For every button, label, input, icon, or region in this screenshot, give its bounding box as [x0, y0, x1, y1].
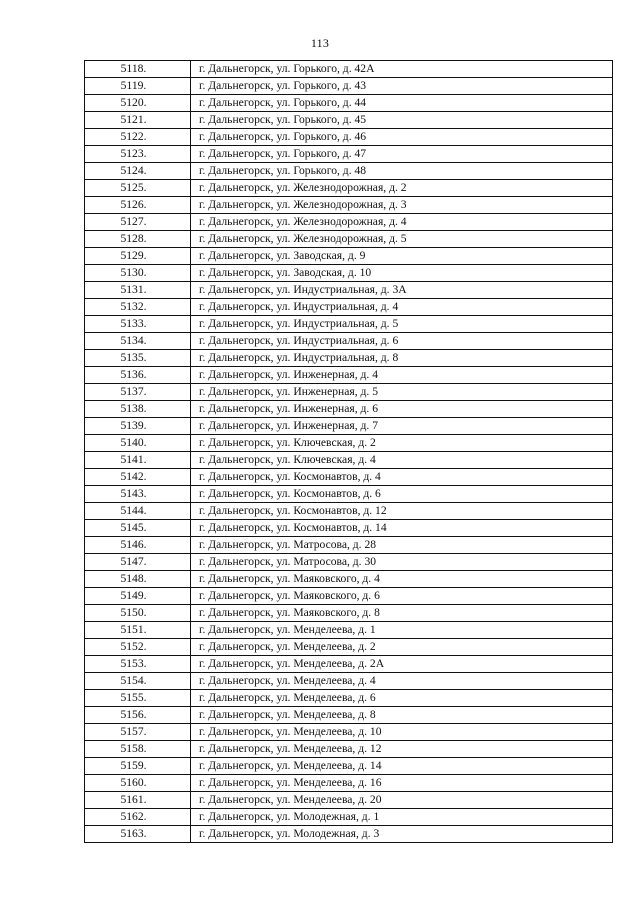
table-row [85, 758, 613, 775]
table-row [85, 486, 613, 503]
table-row [85, 367, 613, 384]
address-cell: г. Дальнегорск, ул. Индустриальная, д. 4 [191, 299, 613, 316]
row-number-cell: 5126. [85, 197, 191, 214]
row-number-cell: 5139. [85, 418, 191, 435]
table-row [85, 469, 613, 486]
table-row [85, 95, 613, 112]
row-number-cell: 5135. [85, 350, 191, 367]
row-number-cell: 5131. [85, 282, 191, 299]
table-row [85, 690, 613, 707]
table-row [85, 520, 613, 537]
row-number-cell: 5141. [85, 452, 191, 469]
address-cell: г. Дальнегорск, ул. Менделеева, д. 6 [191, 690, 613, 707]
row-number-cell: 5123. [85, 146, 191, 163]
row-number-cell: 5129. [85, 248, 191, 265]
address-cell: г. Дальнегорск, ул. Молодежная, д. 3 [191, 826, 613, 843]
table-row [85, 333, 613, 350]
table-row [85, 605, 613, 622]
table-row [85, 707, 613, 724]
row-number-cell: 5142. [85, 469, 191, 486]
address-cell: г. Дальнегорск, ул. Заводская, д. 9 [191, 248, 613, 265]
address-cell: г. Дальнегорск, ул. Менделеева, д. 12 [191, 741, 613, 758]
table-row [85, 503, 613, 520]
address-cell: г. Дальнегорск, ул. Матросова, д. 28 [191, 537, 613, 554]
address-cell: г. Дальнегорск, ул. Менделеева, д. 2А [191, 656, 613, 673]
table-row [85, 197, 613, 214]
table-row [85, 401, 613, 418]
table-row [85, 316, 613, 333]
address-cell: г. Дальнегорск, ул. Ключевская, д. 2 [191, 435, 613, 452]
address-table-body [85, 61, 613, 843]
table-row [85, 214, 613, 231]
address-cell: г. Дальнегорск, ул. Менделеева, д. 1 [191, 622, 613, 639]
address-cell: г. Дальнегорск, ул. Космонавтов, д. 6 [191, 486, 613, 503]
table-row [85, 384, 613, 401]
row-number-cell: 5137. [85, 384, 191, 401]
address-cell: г. Дальнегорск, ул. Инженерная, д. 5 [191, 384, 613, 401]
address-cell: г. Дальнегорск, ул. Маяковского, д. 6 [191, 588, 613, 605]
row-number-cell: 5153. [85, 656, 191, 673]
row-number-cell: 5158. [85, 741, 191, 758]
table-row [85, 826, 613, 843]
address-cell: г. Дальнегорск, ул. Горького, д. 48 [191, 163, 613, 180]
table-row [85, 299, 613, 316]
table-row [85, 775, 613, 792]
address-cell: г. Дальнегорск, ул. Железнодорожная, д. 5 [191, 231, 613, 248]
address-cell: г. Дальнегорск, ул. Горького, д. 43 [191, 78, 613, 95]
table-row [85, 163, 613, 180]
row-number-cell: 5143. [85, 486, 191, 503]
table-row [85, 61, 613, 78]
table-row [85, 622, 613, 639]
address-cell: г. Дальнегорск, ул. Инженерная, д. 7 [191, 418, 613, 435]
row-number-cell: 5157. [85, 724, 191, 741]
row-number-cell: 5132. [85, 299, 191, 316]
address-cell: г. Дальнегорск, ул. Менделеева, д. 2 [191, 639, 613, 656]
table-row [85, 435, 613, 452]
table-row [85, 78, 613, 95]
address-cell: г. Дальнегорск, ул. Горького, д. 44 [191, 95, 613, 112]
address-cell: г. Дальнегорск, ул. Молодежная, д. 1 [191, 809, 613, 826]
address-cell: г. Дальнегорск, ул. Менделеева, д. 16 [191, 775, 613, 792]
address-cell: г. Дальнегорск, ул. Горького, д. 42А [191, 61, 613, 78]
address-cell: г. Дальнегорск, ул. Горького, д. 47 [191, 146, 613, 163]
table-row [85, 231, 613, 248]
table-row [85, 656, 613, 673]
row-number-cell: 5122. [85, 129, 191, 146]
row-number-cell: 5121. [85, 112, 191, 129]
row-number-cell: 5134. [85, 333, 191, 350]
address-cell: г. Дальнегорск, ул. Горького, д. 45 [191, 112, 613, 129]
row-number-cell: 5127. [85, 214, 191, 231]
address-cell: г. Дальнегорск, ул. Инженерная, д. 4 [191, 367, 613, 384]
address-cell: г. Дальнегорск, ул. Космонавтов, д. 14 [191, 520, 613, 537]
address-cell: г. Дальнегорск, ул. Индустриальная, д. 3А [191, 282, 613, 299]
table-row [85, 180, 613, 197]
address-cell: г. Дальнегорск, ул. Инженерная, д. 6 [191, 401, 613, 418]
row-number-cell: 5138. [85, 401, 191, 418]
table-row [85, 554, 613, 571]
row-number-cell: 5162. [85, 809, 191, 826]
address-cell: г. Дальнегорск, ул. Горького, д. 46 [191, 129, 613, 146]
table-row [85, 809, 613, 826]
table-row [85, 724, 613, 741]
row-number-cell: 5119. [85, 78, 191, 95]
row-number-cell: 5155. [85, 690, 191, 707]
row-number-cell: 5120. [85, 95, 191, 112]
row-number-cell: 5140. [85, 435, 191, 452]
address-cell: г. Дальнегорск, ул. Индустриальная, д. 5 [191, 316, 613, 333]
row-number-cell: 5136. [85, 367, 191, 384]
address-cell: г. Дальнегорск, ул. Менделеева, д. 10 [191, 724, 613, 741]
table-row [85, 248, 613, 265]
row-number-cell: 5147. [85, 554, 191, 571]
address-cell: г. Дальнегорск, ул. Космонавтов, д. 12 [191, 503, 613, 520]
table-row [85, 146, 613, 163]
table-row [85, 452, 613, 469]
row-number-cell: 5148. [85, 571, 191, 588]
address-cell: г. Дальнегорск, ул. Железнодорожная, д. 4 [191, 214, 613, 231]
row-number-cell: 5144. [85, 503, 191, 520]
row-number-cell: 5128. [85, 231, 191, 248]
row-number-cell: 5133. [85, 316, 191, 333]
row-number-cell: 5152. [85, 639, 191, 656]
row-number-cell: 5163. [85, 826, 191, 843]
address-cell: г. Дальнегорск, ул. Индустриальная, д. 6 [191, 333, 613, 350]
table-row [85, 129, 613, 146]
address-cell: г. Дальнегорск, ул. Маяковского, д. 4 [191, 571, 613, 588]
address-table [84, 60, 613, 843]
row-number-cell: 5150. [85, 605, 191, 622]
address-cell: г. Дальнегорск, ул. Менделеева, д. 20 [191, 792, 613, 809]
address-cell: г. Дальнегорск, ул. Индустриальная, д. 8 [191, 350, 613, 367]
table-row [85, 741, 613, 758]
address-cell: г. Дальнегорск, ул. Железнодорожная, д. 2 [191, 180, 613, 197]
table-row [85, 588, 613, 605]
table-row [85, 265, 613, 282]
table-row [85, 112, 613, 129]
address-cell: г. Дальнегорск, ул. Маяковского, д. 8 [191, 605, 613, 622]
row-number-cell: 5146. [85, 537, 191, 554]
row-number-cell: 5161. [85, 792, 191, 809]
row-number-cell: 5159. [85, 758, 191, 775]
address-cell: г. Дальнегорск, ул. Менделеева, д. 4 [191, 673, 613, 690]
table-row [85, 282, 613, 299]
address-cell: г. Дальнегорск, ул. Менделеева, д. 8 [191, 707, 613, 724]
table-row [85, 537, 613, 554]
table-row [85, 639, 613, 656]
row-number-cell: 5118. [85, 61, 191, 78]
row-number-cell: 5125. [85, 180, 191, 197]
address-cell: г. Дальнегорск, ул. Железнодорожная, д. 3 [191, 197, 613, 214]
table-row [85, 418, 613, 435]
row-number-cell: 5160. [85, 775, 191, 792]
address-cell: г. Дальнегорск, ул. Заводская, д. 10 [191, 265, 613, 282]
address-cell: г. Дальнегорск, ул. Ключевская, д. 4 [191, 452, 613, 469]
row-number-cell: 5149. [85, 588, 191, 605]
address-cell: г. Дальнегорск, ул. Космонавтов, д. 4 [191, 469, 613, 486]
table-row [85, 571, 613, 588]
row-number-cell: 5151. [85, 622, 191, 639]
row-number-cell: 5145. [85, 520, 191, 537]
row-number-cell: 5154. [85, 673, 191, 690]
row-number-cell: 5124. [85, 163, 191, 180]
address-cell: г. Дальнегорск, ул. Матросова, д. 30 [191, 554, 613, 571]
table-row [85, 792, 613, 809]
row-number-cell: 5156. [85, 707, 191, 724]
table-row [85, 350, 613, 367]
table-row [85, 673, 613, 690]
row-number-cell: 5130. [85, 265, 191, 282]
address-cell: г. Дальнегорск, ул. Менделеева, д. 14 [191, 758, 613, 775]
page-number: 113 [310, 36, 330, 50]
